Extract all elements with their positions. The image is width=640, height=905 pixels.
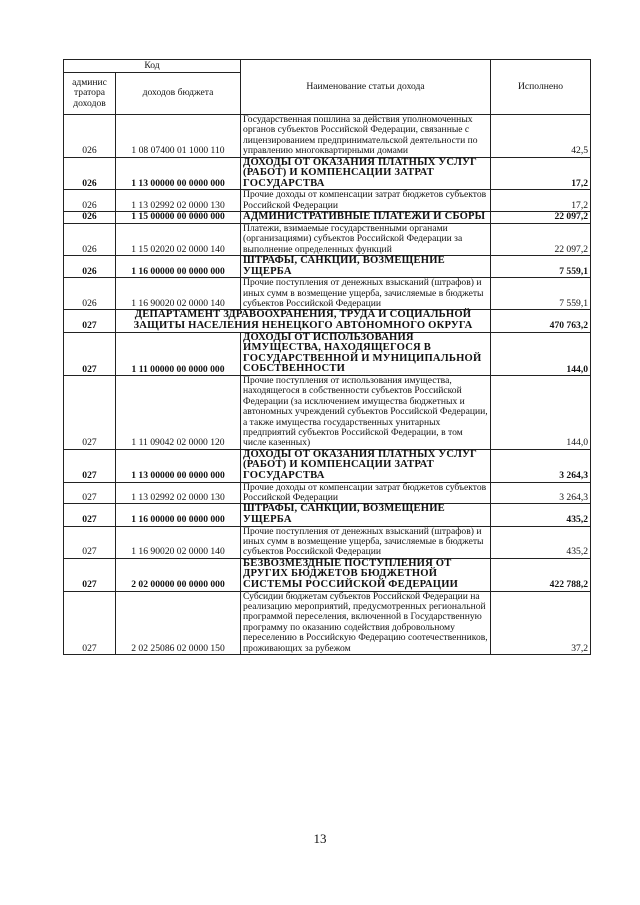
budget-code-cell: 1 13 00000 00 0000 000 <box>116 157 241 190</box>
amount-cell: 22 097,2 <box>491 223 591 255</box>
table-body <box>64 115 591 655</box>
admin-code-cell: 026 <box>64 256 116 278</box>
item-name-cell: Прочие поступления от использования имущества, находящегося в собственности субъектов Российской Федерации (за исключением имущества бюджетных и автономных учреждений субъектов Российской Федерации, а также имущества государственных унитарных предприятий субъектов Российской Федерации, в том числе казенных) <box>241 376 491 450</box>
budget-code-cell: 2 02 25086 02 0000 150 <box>116 591 241 654</box>
table-row <box>64 482 591 504</box>
table-row <box>64 526 591 558</box>
header-dohody: доходов бюджета <box>116 73 241 115</box>
admin-code-cell: 027 <box>64 482 116 504</box>
admin-code-cell: 027 <box>64 558 116 591</box>
admin-code-cell: 027 <box>64 526 116 558</box>
table-row <box>64 310 591 332</box>
budget-code-cell: 1 13 02992 02 0000 130 <box>116 190 241 212</box>
table-row <box>64 278 591 310</box>
budget-code-cell: 1 16 90020 02 0000 140 <box>116 526 241 558</box>
table-row <box>64 115 591 158</box>
admin-code-cell: 027 <box>64 504 116 526</box>
admin-code-cell: 027 <box>64 376 116 450</box>
admin-code-cell: 026 <box>64 115 116 158</box>
table-row <box>64 223 591 255</box>
item-name-cell: Субсидии бюджетам субъектов Российской Федерации на реализацию мероприятий, предусмотренных региональной программой переселения, включенной в Государственную программу по оказанию содействия добровольному переселению в Российскую Федерацию соотечественников, проживающих за рубежом <box>241 591 491 654</box>
item-name-cell: ШТРАФЫ, САНКЦИИ, ВОЗМЕЩЕНИЕ УЩЕРБА <box>241 256 491 278</box>
amount-cell: 435,2 <box>491 504 591 526</box>
item-name-cell: АДМИНИСТРАТИВНЫЕ ПЛАТЕЖИ И СБОРЫ <box>241 212 491 224</box>
header-admin: админис тратора доходов <box>64 73 116 115</box>
table-row <box>64 504 591 526</box>
item-name-cell: ДОХОДЫ ОТ ОКАЗАНИЯ ПЛАТНЫХ УСЛУГ (РАБОТ) И КОМПЕНСАЦИИ ЗАТРАТ ГОСУДАРСТВА <box>241 449 491 482</box>
item-name-cell: БЕЗВОЗМЕЗДНЫЕ ПОСТУПЛЕНИЯ ОТ ДРУГИХ БЮДЖЕТОВ БЮДЖЕТНОЙ СИСТЕМЫ РОССИЙСКОЙ ФЕДЕРАЦИИ <box>241 558 491 591</box>
amount-cell: 144,0 <box>491 376 591 450</box>
budget-code-cell: 1 16 90020 02 0000 140 <box>116 278 241 310</box>
table-row <box>64 376 591 450</box>
admin-code-cell: 026 <box>64 212 116 224</box>
budget-code-cell: 1 11 09042 02 0000 120 <box>116 376 241 450</box>
item-name-cell: ДОХОДЫ ОТ ОКАЗАНИЯ ПЛАТНЫХ УСЛУГ (РАБОТ) И КОМПЕНСАЦИИ ЗАТРАТ ГОСУДАРСТВА <box>241 157 491 190</box>
admin-code-cell: 027 <box>64 310 116 332</box>
table-row <box>64 256 591 278</box>
amount-cell: 3 264,3 <box>491 482 591 504</box>
item-name-cell: ШТРАФЫ, САНКЦИИ, ВОЗМЕЩЕНИЕ УЩЕРБА <box>241 504 491 526</box>
amount-cell: 7 559,1 <box>491 256 591 278</box>
budget-code-cell: 1 13 02992 02 0000 130 <box>116 482 241 504</box>
budget-table <box>63 59 591 655</box>
amount-cell: 3 264,3 <box>491 449 591 482</box>
header-sum: Исполнено <box>491 60 591 115</box>
admin-code-cell: 027 <box>64 332 116 375</box>
header-name: Наименование статьи дохода <box>241 60 491 115</box>
budget-code-cell: 1 15 00000 00 0000 000 <box>116 212 241 224</box>
item-name-cell: Прочие поступления от денежных взысканий (штрафов) и иных сумм в возмещение ущерба, зачисляемые в бюджеты субъектов Российской Федерации <box>241 526 491 558</box>
table-row <box>64 190 591 212</box>
amount-cell: 37,2 <box>491 591 591 654</box>
budget-code-cell: 1 16 00000 00 0000 000 <box>116 256 241 278</box>
item-name-cell: Государственная пошлина за действия уполномоченных органов субъектов Российской Федерации, связанные с лицензированием предпринимательской деятельности по управлению многоквартирными домами <box>241 115 491 158</box>
budget-code-cell: 1 11 00000 00 0000 000 <box>116 332 241 375</box>
item-name-cell: Прочие поступления от денежных взысканий (штрафов) и иных сумм в возмещение ущерба, зачисляемые в бюджеты субъектов Российской Федерации <box>241 278 491 310</box>
amount-cell: 435,2 <box>491 526 591 558</box>
amount-cell: 17,2 <box>491 190 591 212</box>
department-name-cell: ДЕПАРТАМЕНТ ЗДРАВООХРАНЕНИЯ, ТРУДА И СОЦИАЛЬНОЙ ЗАЩИТЫ НАСЕЛЕНИЯ НЕНЕЦКОГО АВТОНОМНОГО ОКРУГА <box>116 310 491 332</box>
budget-code-cell: 2 02 00000 00 0000 000 <box>116 558 241 591</box>
amount-cell: 22 097,2 <box>491 212 591 224</box>
table-row <box>64 591 591 654</box>
item-name-cell: ДОХОДЫ ОТ ИСПОЛЬЗОВАНИЯ ИМУЩЕСТВА, НАХОДЯЩЕГОСЯ В ГОСУДАРСТВЕННОЙ И МУНИЦИПАЛЬНОЙ СОБСТВЕННОСТИ <box>241 332 491 375</box>
budget-code-cell: 1 08 07400 01 1000 110 <box>116 115 241 158</box>
table-row <box>64 449 591 482</box>
amount-cell: 422 788,2 <box>491 558 591 591</box>
table-row <box>64 157 591 190</box>
table-row <box>64 212 591 224</box>
admin-code-cell: 026 <box>64 190 116 212</box>
item-name-cell: Прочие доходы от компенсации затрат бюджетов субъектов Российской Федерации <box>241 190 491 212</box>
budget-code-cell: 1 15 02020 02 0000 140 <box>116 223 241 255</box>
item-name-cell: Прочие доходы от компенсации затрат бюджетов субъектов Российской Федерации <box>241 482 491 504</box>
item-name-cell: Платежи, взимаемые государственными органами (организациями) субъектов Российской Федерации за выполнение определенных функций <box>241 223 491 255</box>
admin-code-cell: 027 <box>64 591 116 654</box>
table-row <box>64 332 591 375</box>
budget-code-cell: 1 16 00000 00 0000 000 <box>116 504 241 526</box>
budget-code-cell: 1 13 00000 00 0000 000 <box>116 449 241 482</box>
amount-cell: 470 763,2 <box>491 310 591 332</box>
admin-code-cell: 026 <box>64 157 116 190</box>
admin-code-cell: 026 <box>64 223 116 255</box>
page-number: 13 <box>313 831 327 846</box>
admin-code-cell: 027 <box>64 449 116 482</box>
header-kod: Код <box>64 60 241 73</box>
amount-cell: 17,2 <box>491 157 591 190</box>
admin-code-cell: 026 <box>64 278 116 310</box>
amount-cell: 7 559,1 <box>491 278 591 310</box>
table-row <box>64 558 591 591</box>
amount-cell: 144,0 <box>491 332 591 375</box>
amount-cell: 42,5 <box>491 115 591 158</box>
